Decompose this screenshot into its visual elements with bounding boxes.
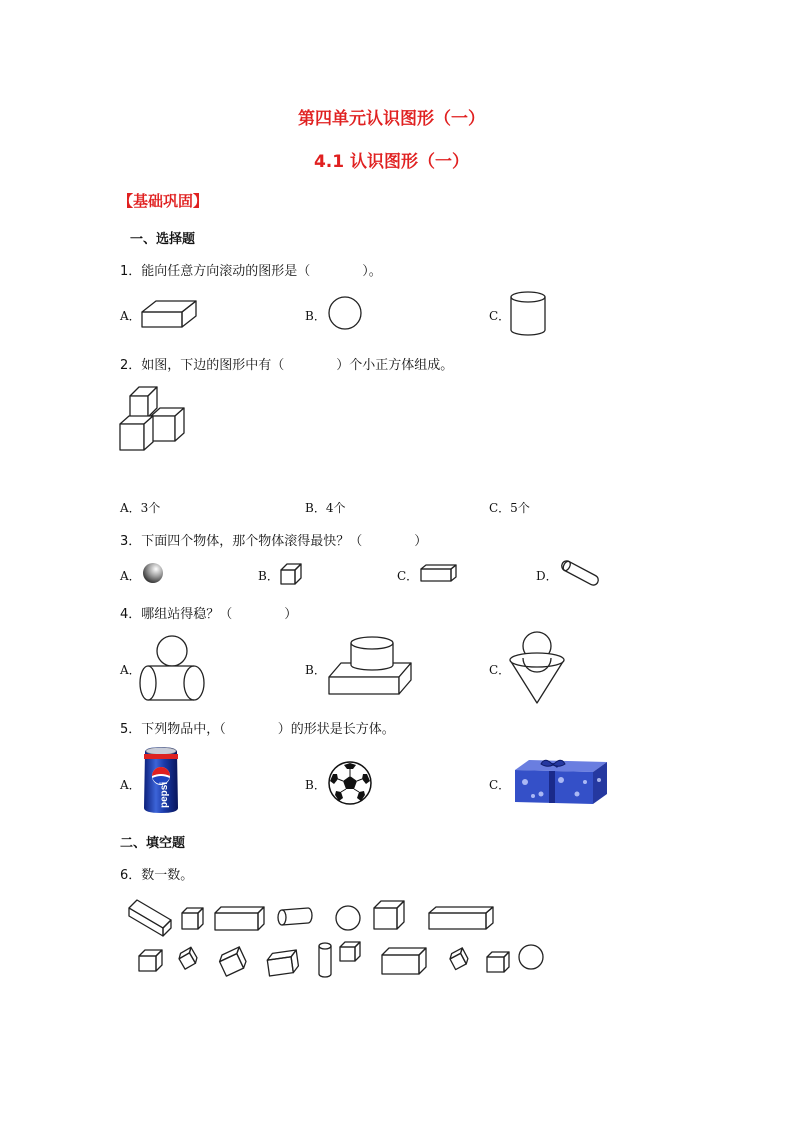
can-logo-text: pepsi [159,781,170,808]
q2-option-b[interactable]: B．4个 [305,501,346,515]
cube-shape [182,908,203,929]
sphere-shape [336,906,360,930]
cuboid-icon[interactable] [419,563,459,583]
page-title: 第四单元认识图形（一） [298,109,485,129]
soccer-ball-image[interactable] [327,760,373,806]
question-1-text: 1．能向任意方向滚动的图形是（ ）。 [120,264,382,279]
sphere-on-lying-cylinder-figure[interactable] [138,634,210,702]
cylinder-on-block-figure[interactable] [325,635,417,697]
tilted-cylinder-icon[interactable] [556,559,606,587]
q2-option-c[interactable]: C．5个 [489,501,530,515]
part-two-heading: 二、填空题 [120,836,186,851]
soda-can-image[interactable] [141,746,181,814]
q2-option-a[interactable]: A．3个 [120,501,161,515]
q5-option-a-label[interactable]: A． [120,778,141,792]
q3-option-d-label[interactable]: D． [536,569,558,583]
question-4-text: 4．哪组站得稳？（ ） [120,607,298,622]
tilted-cube-shape [177,947,199,969]
cylinder-icon[interactable] [509,290,549,338]
tilted-cube-shape [448,948,470,970]
ball-icon[interactable] [142,562,164,584]
standing-cylinder-shape [319,943,331,977]
q1-option-c-label[interactable]: C． [489,309,511,323]
cube-shape [487,952,509,972]
cuboid-shape [266,950,299,976]
cube-shape [374,901,404,929]
question-5-text: 5．下列物品中，（ ）的形状是长方体。 [120,722,395,737]
question-6-text: 6．数一数。 [120,868,194,883]
q1-option-a-label[interactable]: A． [120,309,141,323]
gift-box-image[interactable] [511,756,609,808]
shapes-to-count-figure [125,896,595,986]
q5-option-b-label[interactable]: B． [305,778,326,792]
cube-icon[interactable] [279,562,305,586]
question-3-text: 3．下面四个物体，那个物体滚得最快？（ ） [120,534,428,549]
sphere-on-cone-figure[interactable] [506,630,570,706]
page-subtitle: 4.1 认识图形（一） [313,152,470,172]
sphere-shape [519,945,543,969]
tilted-cuboid-shape [129,900,171,936]
question-2-text: 2．如图，下边的图形中有（ ）个小正方体组成。 [120,358,454,373]
tilted-cube-shape [217,947,248,976]
q1-option-b-label[interactable]: B． [305,309,326,323]
stacked-cubes-figure [118,384,190,454]
q4-option-c-label[interactable]: C． [489,663,511,677]
cuboid-shape [429,907,493,929]
q5-option-c-label[interactable]: C． [489,778,511,792]
q3-option-a-label[interactable]: A． [120,569,141,583]
q4-option-a-label[interactable]: A． [120,663,141,677]
cube-shape [139,950,162,971]
cuboid-shape [382,948,426,974]
cuboid-shape [215,907,264,930]
lying-cylinder-shape [278,908,312,925]
part-one-heading: 一、选择题 [130,232,196,247]
q4-option-b-label[interactable]: B． [305,663,326,677]
q3-option-c-label[interactable]: C． [397,569,419,583]
cube-shape [340,942,360,961]
sphere-icon[interactable] [327,296,365,332]
cuboid-icon[interactable] [140,298,200,330]
section-heading: 【基础巩固】 [118,192,209,210]
q3-option-b-label[interactable]: B． [258,569,279,583]
